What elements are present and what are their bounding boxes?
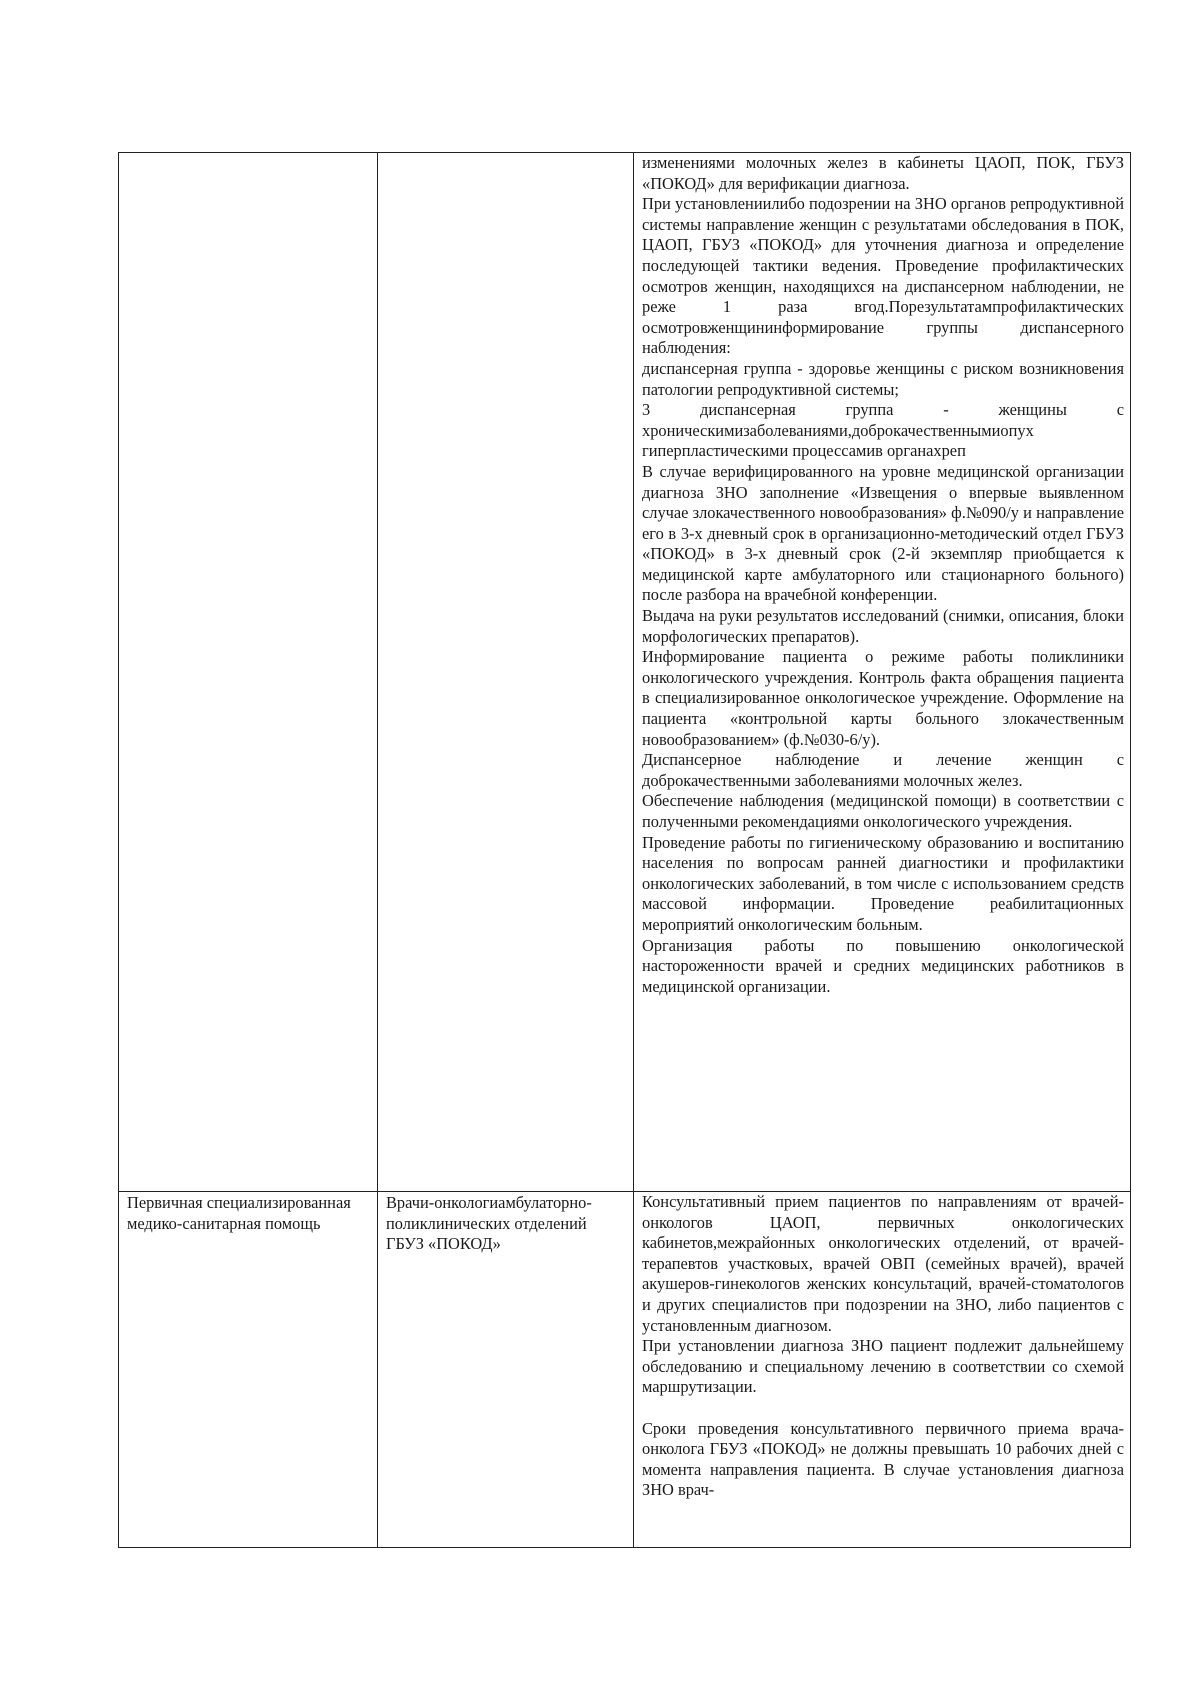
measures-paragraph: изменениями молочных желез в кабинеты ЦАОП, ПОК, ГБУЗ «ПОКОД» для верификации диагноза.	[642, 153, 1124, 193]
care-type-cell: Первичная специализированная медико-санитарная помощь	[119, 1192, 378, 1548]
measures-paragraph: Информирование пациента о режиме работы поликлиники онкологического учреждения. Контроль факта обращения пациента в специализированное онкологическое учреждение. Оформление на пациента «контрольной карты больного злокачественным новообразованием» (ф.№030-6/у).	[642, 647, 1124, 749]
measures-paragraph: Консультативный прием пациентов по направлениям от врачей-онкологов ЦАОП, первичных онкологических кабинетов,межрайонных онкологических отделений, от врачей-терапевтов участковых, врачей ОВП (семейных врачей), врачей акушеров-гинекологов женских консультаций, врачей-стоматологов и других специалистов при подозрении на ЗНО, либо пациентов с установленным диагнозом.	[642, 1192, 1124, 1335]
measures-paragraph: Выдача на руки результатов исследований (снимки, описания, блоки морфологических препаратов).	[642, 606, 1124, 646]
table-row	[119, 153, 1131, 1192]
performer-cell	[378, 153, 634, 1192]
measures-paragraph: 3 диспансерная группа - женщины с хроническимизаболеваниями,доброкачественнымиопух гиперпластическими процессамив органахреп	[642, 400, 1124, 461]
measures-paragraph: Диспансерное наблюдение и лечение женщин с доброкачественными заболеваниями молочных желез.	[642, 750, 1124, 790]
measures-cell	[634, 153, 1131, 1192]
measures-paragraph: Сроки проведения консультативного первичного приема врача-онколога ГБУЗ «ПОКОД» не должны превышать 10 рабочих дней с момента направления пациента. В случае установления диагноза ЗНО врач-	[642, 1418, 1124, 1500]
measures-paragraph: В случае верифицированного на уровне медицинской организации диагноза ЗНО заполнение «Извещения о впервые выявленном случае злокачественного новообразования» ф.№090/у и направление его в 3-х дневный срок в организационно-методический отдел ГБУЗ «ПОКОД» в 3-х дневный срок (2-й экземпляр приобщается к медицинской карте амбулаторного или стационарного больного) после разбора на врачебной конференции.	[642, 461, 1124, 605]
table-row	[119, 1192, 1131, 1548]
measures-paragraph: Организация работы по повышению онкологической настороженности врачей и средних медицинских работников в медицинской организации.	[642, 935, 1124, 996]
paragraph-spacer	[642, 1398, 1124, 1419]
routing-table	[118, 152, 1131, 1548]
care-type-cell	[119, 153, 378, 1192]
measures-paragraph: При установлении диагноза ЗНО пациент подлежит дальнейшему обследованию и специальному лечению в соответствии со схемой маршрутизации.	[642, 1336, 1124, 1397]
measures-cell	[634, 1192, 1131, 1548]
measures-paragraph: Обеспечение наблюдения (медицинской помощи) в соответствии с полученными рекомендациями онкологического учреждения.	[642, 791, 1124, 831]
measures-paragraph: диспансерная группа - здоровье женщины с риском возникновения патологии репродуктивной системы;	[642, 358, 1124, 399]
performer-cell: Врачи-онкологиамбулаторно-поликлинических отделений ГБУЗ «ПОКОД»	[378, 1192, 634, 1548]
measures-paragraph: При установлениилибо подозрении на ЗНО органов репродуктивной системы направление женщин с результатами обследования в ПОК, ЦАОП, ГБУЗ «ПОКОД» для уточнения диагноза и определение последующей тактики ведения. Проведение профилактических осмотров женщин, находящихся на диспансерном наблюдении, не реже 1 раза вгод.Порезультатампрофилактических осмотровженщининформирование группы диспансерного наблюдения:	[642, 194, 1124, 358]
measures-paragraph: Проведение работы по гигиеническому образованию и воспитанию населения по вопросам ранней диагностики и профилактики онкологических заболеваний, в том числе с использованием средств массовой информации. Проведение реабилитационных мероприятий онкологическим больным.	[642, 832, 1124, 934]
